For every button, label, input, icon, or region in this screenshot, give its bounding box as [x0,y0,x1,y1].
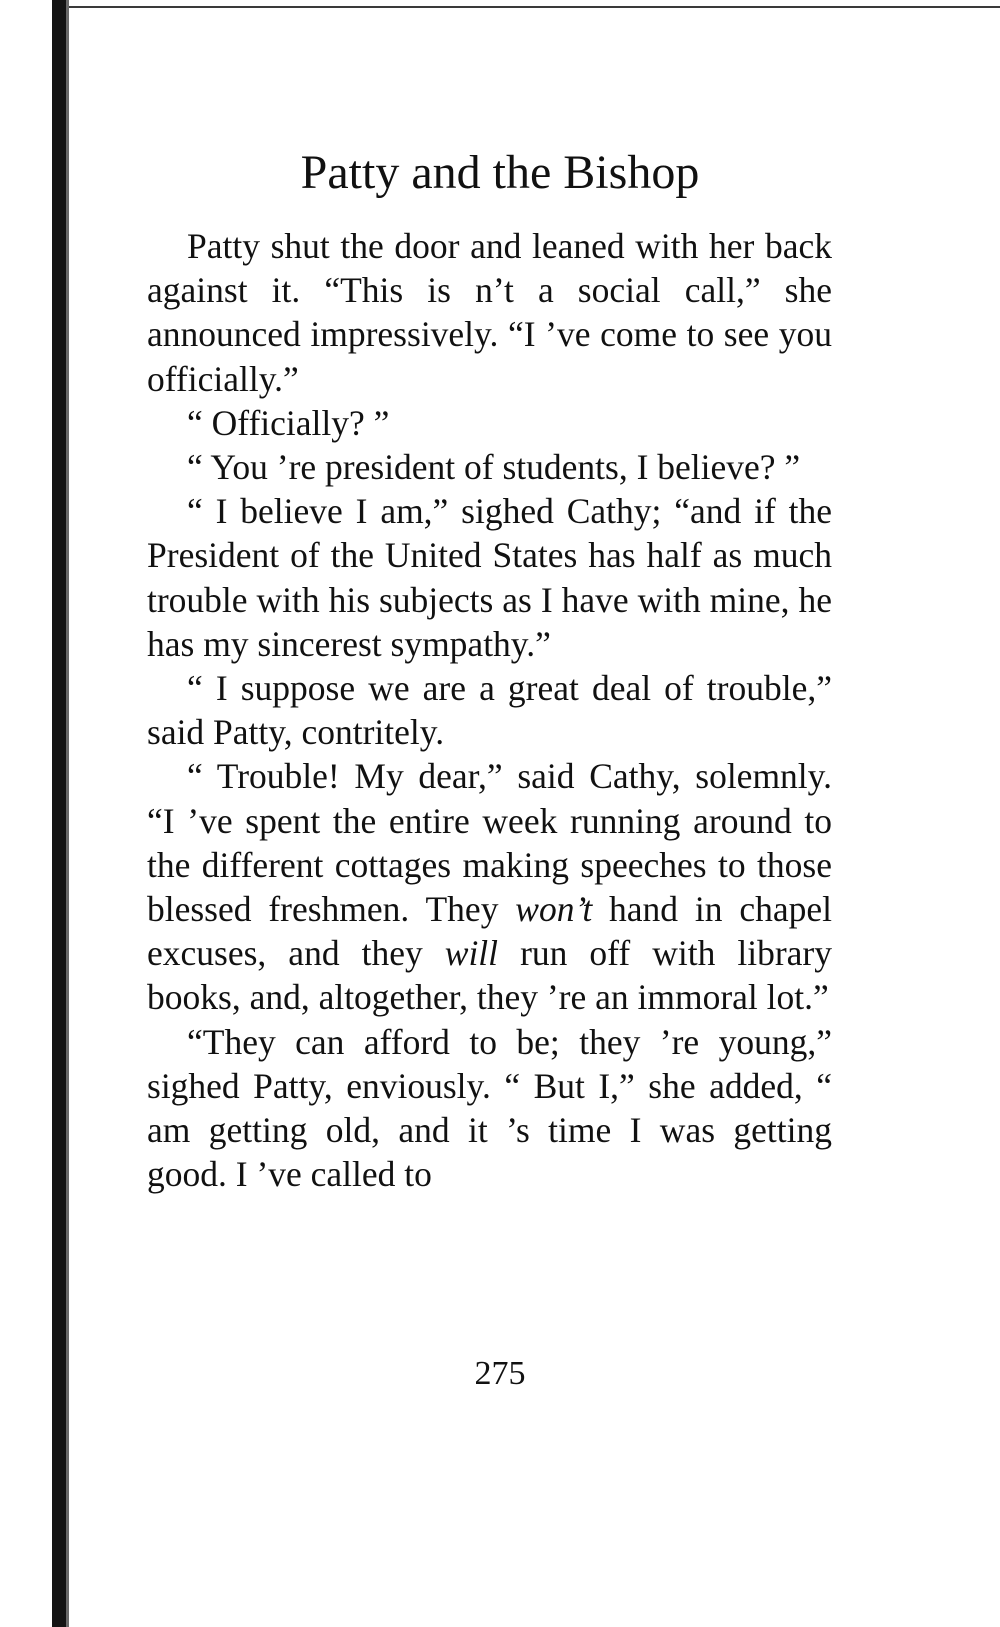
paragraph-5-text: “ I suppose we are a great deal of trouble,” said Patty, contritely. [147,668,832,753]
paragraph-6-italic-will: will [444,933,499,974]
page-top-edge [60,6,1000,8]
paragraph-6-text-b: hand in chapel excuses, and they [147,889,832,974]
paragraph-6 [147,754,832,1019]
paragraph-3-text: “ You ’re president of students, I believe? ” [187,447,801,488]
paragraph-7-text: “They can afford to be; they ’re young,” sighed Patty, enviously. “ But I,” she added, “ am getting old, and it ’s time I was getting good. I ’ve called to [147,1021,832,1195]
paragraph-1-text: Patty shut the door and leaned with her back against it. “This is n’t a social call,” she announced impressively. “I ’ve come to see you officially.” [147,226,832,399]
paragraph-6-text-c: run off with library books, and, altogether, they ’re an immoral lot.” [147,933,832,1018]
paragraph-2 [147,401,832,445]
page-number: 275 [474,1355,526,1392]
paragraph-5 [147,666,832,754]
paragraph-7 [147,1020,832,1197]
paragraph-4-text: “ I believe I am,” sighed Cathy; “and if the President of the United States has half as much trouble with his subjects as I have with mine, he has my sincerest sympathy.” [147,491,832,664]
running-head: Patty and the Bishop [300,146,700,199]
paragraph-6-text-a: “ Trouble! My dear,” said Cathy, solemnly. “I ’ve spent the entire week running around to the different cottages making speeches to those blessed freshmen. They [147,756,832,930]
paragraph-4 [147,489,832,666]
paragraph-1 [147,224,832,401]
paragraph-6-italic-wont: won’t [515,889,593,930]
paragraph-3 [147,445,832,489]
paragraph-2-text: “ Officially? ” [187,402,390,443]
body-text [147,224,832,1196]
